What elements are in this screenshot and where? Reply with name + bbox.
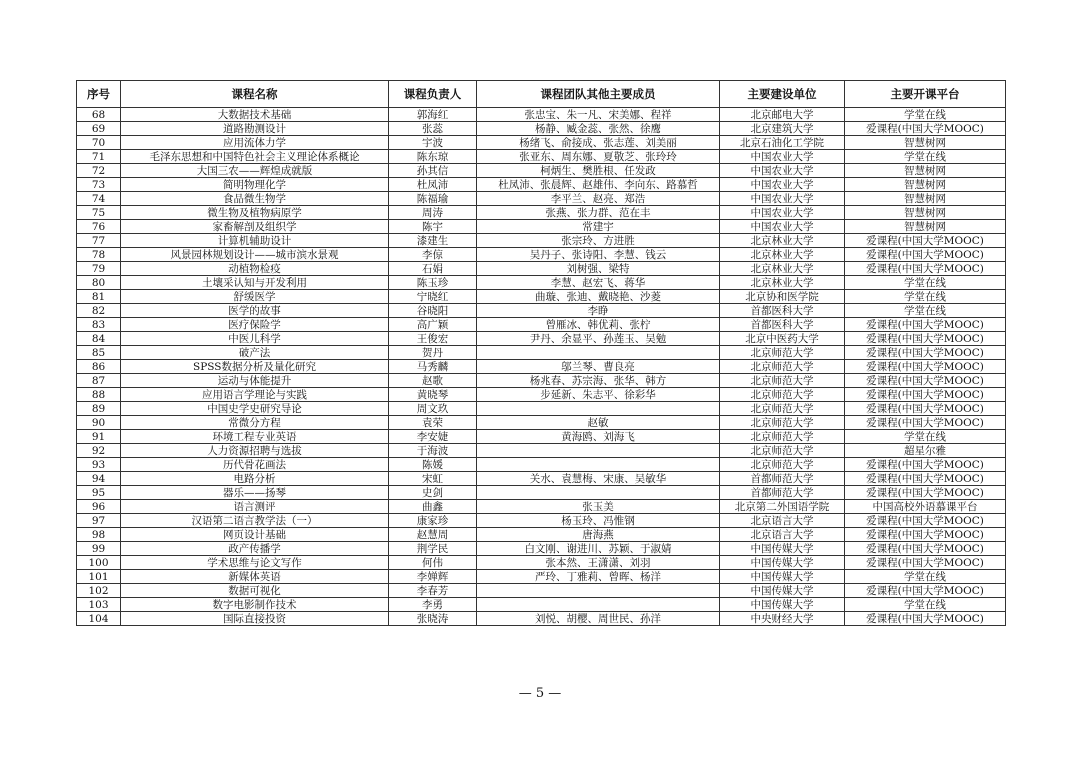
cell-platform: 学堂在线 [845, 304, 1006, 318]
cell-course-lead: 康家珍 [389, 514, 477, 528]
table-header-row [77, 81, 1006, 108]
table-row [77, 500, 1006, 514]
cell-institution: 中国农业大学 [720, 206, 845, 220]
cell-course-name: 数字电影制作技术 [121, 598, 389, 612]
cell-team-members: 常建宇 [477, 220, 720, 234]
cell-course-name: 网页设计基础 [121, 528, 389, 542]
cell-platform: 爱课程(中国大学MOOC) [845, 584, 1006, 598]
cell-platform: 爱课程(中国大学MOOC) [845, 402, 1006, 416]
cell-platform: 爱课程(中国大学MOOC) [845, 346, 1006, 360]
table-row [77, 598, 1006, 612]
cell-institution: 中国农业大学 [720, 178, 845, 192]
table-row [77, 402, 1006, 416]
cell-platform: 超星尔雅 [845, 444, 1006, 458]
cell-institution: 北京第二外国语学院 [720, 500, 845, 514]
cell-team-members [477, 598, 720, 612]
cell-platform: 学堂在线 [845, 598, 1006, 612]
table-row [77, 304, 1006, 318]
cell-institution: 中国传媒大学 [720, 584, 845, 598]
cell-institution: 首都师范大学 [720, 472, 845, 486]
cell-index: 101 [77, 570, 121, 584]
cell-index: 88 [77, 388, 121, 402]
cell-course-lead: 赵歌 [389, 374, 477, 388]
cell-course-lead: 宋虹 [389, 472, 477, 486]
cell-institution: 北京师范大学 [720, 444, 845, 458]
cell-index: 83 [77, 318, 121, 332]
cell-index: 87 [77, 374, 121, 388]
cell-platform: 爱课程(中国大学MOOC) [845, 262, 1006, 276]
cell-course-name: 道路勘测设计 [121, 122, 389, 136]
cell-course-name: 医疗保险学 [121, 318, 389, 332]
cell-team-members [477, 444, 720, 458]
cell-index: 103 [77, 598, 121, 612]
cell-course-name: 国际直接投资 [121, 612, 389, 626]
cell-team-members: 刘树强、梁特 [477, 262, 720, 276]
cell-index: 77 [77, 234, 121, 248]
cell-index: 98 [77, 528, 121, 542]
cell-course-lead: 谷晓阳 [389, 304, 477, 318]
cell-team-members: 李慧、赵宏飞、蒋华 [477, 276, 720, 290]
table-row [77, 164, 1006, 178]
table-row [77, 612, 1006, 626]
cell-course-lead: 史剑 [389, 486, 477, 500]
cell-institution: 北京林业大学 [720, 234, 845, 248]
cell-course-lead: 宇波 [389, 136, 477, 150]
cell-course-lead: 何伟 [389, 556, 477, 570]
cell-course-name: 数据可视化 [121, 584, 389, 598]
cell-institution: 中国传媒大学 [720, 556, 845, 570]
cell-institution: 北京师范大学 [720, 360, 845, 374]
cell-course-name: 中医儿科学 [121, 332, 389, 346]
cell-institution: 北京师范大学 [720, 402, 845, 416]
cell-course-name: 微生物及植物病原学 [121, 206, 389, 220]
cell-institution: 北京师范大学 [720, 416, 845, 430]
cell-index: 91 [77, 430, 121, 444]
cell-platform: 爱课程(中国大学MOOC) [845, 332, 1006, 346]
cell-team-members: 杨静、臧金蕊、张然、徐鹰 [477, 122, 720, 136]
cell-index: 96 [77, 500, 121, 514]
cell-platform: 智慧树网 [845, 164, 1006, 178]
table-row [77, 374, 1006, 388]
cell-index: 74 [77, 192, 121, 206]
cell-course-lead: 李勇 [389, 598, 477, 612]
cell-platform: 智慧树网 [845, 220, 1006, 234]
cell-platform: 爱课程(中国大学MOOC) [845, 318, 1006, 332]
cell-course-name: 常微分方程 [121, 416, 389, 430]
table-row [77, 234, 1006, 248]
table-body [77, 108, 1006, 626]
cell-team-members: 李睁 [477, 304, 720, 318]
cell-index: 99 [77, 542, 121, 556]
cell-course-lead: 黄晓琴 [389, 388, 477, 402]
cell-platform: 爱课程(中国大学MOOC) [845, 458, 1006, 472]
cell-platform: 爱课程(中国大学MOOC) [845, 360, 1006, 374]
cell-course-name: 政产传播学 [121, 542, 389, 556]
table-row [77, 262, 1006, 276]
cell-course-name: 环境工程专业英语 [121, 430, 389, 444]
header-course-lead: 课程负责人 [389, 81, 477, 108]
cell-course-lead: 于海波 [389, 444, 477, 458]
cell-index: 79 [77, 262, 121, 276]
cell-institution: 首都医科大学 [720, 318, 845, 332]
cell-institution: 北京协和医学院 [720, 290, 845, 304]
cell-team-members: 关水、袁慧梅、宋康、吴敏华 [477, 472, 720, 486]
cell-platform: 爱课程(中国大学MOOC) [845, 612, 1006, 626]
cell-team-members [477, 458, 720, 472]
cell-index: 69 [77, 122, 121, 136]
cell-platform: 爱课程(中国大学MOOC) [845, 556, 1006, 570]
cell-course-lead: 袁荣 [389, 416, 477, 430]
cell-course-lead: 李春芳 [389, 584, 477, 598]
cell-platform: 学堂在线 [845, 570, 1006, 584]
cell-index: 81 [77, 290, 121, 304]
cell-team-members: 刘悦、胡樱、周世民、孙洋 [477, 612, 720, 626]
table-row [77, 192, 1006, 206]
cell-platform: 爱课程(中国大学MOOC) [845, 122, 1006, 136]
table-row [77, 416, 1006, 430]
cell-team-members [477, 402, 720, 416]
cell-index: 84 [77, 332, 121, 346]
cell-institution: 北京语言大学 [720, 528, 845, 542]
cell-platform: 智慧树网 [845, 136, 1006, 150]
cell-team-members: 杨绪飞、俞接成、张志莲、刘美丽 [477, 136, 720, 150]
cell-team-members: 吴丹子、张诗阳、李慧、钱云 [477, 248, 720, 262]
table-row [77, 150, 1006, 164]
cell-index: 72 [77, 164, 121, 178]
cell-course-lead: 周涛 [389, 206, 477, 220]
cell-course-name: 电路分析 [121, 472, 389, 486]
cell-team-members [477, 584, 720, 598]
cell-team-members: 曲璇、张迪、戴晓艳、沙菱 [477, 290, 720, 304]
cell-course-name: 学术思维与论文写作 [121, 556, 389, 570]
cell-course-lead: 高广颖 [389, 318, 477, 332]
cell-course-name: 应用语言学理论与实践 [121, 388, 389, 402]
cell-institution: 北京邮电大学 [720, 108, 845, 122]
cell-platform: 爱课程(中国大学MOOC) [845, 514, 1006, 528]
cell-team-members: 白文刚、谢进川、苏颖、于淑婧 [477, 542, 720, 556]
cell-team-members [477, 486, 720, 500]
cell-course-lead: 赵慧周 [389, 528, 477, 542]
table-row [77, 290, 1006, 304]
cell-platform: 爱课程(中国大学MOOC) [845, 416, 1006, 430]
table-row [77, 570, 1006, 584]
header-platform: 主要开课平台 [845, 81, 1006, 108]
cell-index: 102 [77, 584, 121, 598]
cell-institution: 首都师范大学 [720, 486, 845, 500]
cell-institution: 中国农业大学 [720, 220, 845, 234]
cell-institution: 北京林业大学 [720, 248, 845, 262]
cell-course-name: SPSS数据分析及量化研究 [121, 360, 389, 374]
cell-course-lead: 孙其信 [389, 164, 477, 178]
cell-platform: 智慧树网 [845, 206, 1006, 220]
cell-course-name: 人力资源招聘与选拔 [121, 444, 389, 458]
cell-course-name: 器乐——扬琴 [121, 486, 389, 500]
cell-course-name: 大数据技术基础 [121, 108, 389, 122]
table-row [77, 486, 1006, 500]
cell-course-name: 计算机辅助设计 [121, 234, 389, 248]
table-row [77, 556, 1006, 570]
cell-index: 92 [77, 444, 121, 458]
cell-team-members: 曾雁冰、韩优莉、张柠 [477, 318, 720, 332]
cell-course-name: 大国三农——辉煌成就版 [121, 164, 389, 178]
cell-platform: 智慧树网 [845, 192, 1006, 206]
cell-institution: 首都医科大学 [720, 304, 845, 318]
cell-platform: 爱课程(中国大学MOOC) [845, 528, 1006, 542]
cell-course-lead: 陈宇 [389, 220, 477, 234]
cell-platform: 学堂在线 [845, 430, 1006, 444]
cell-course-lead: 陈东琼 [389, 150, 477, 164]
cell-index: 97 [77, 514, 121, 528]
cell-institution: 北京语言大学 [720, 514, 845, 528]
cell-course-name: 运动与体能提升 [121, 374, 389, 388]
cell-institution: 北京师范大学 [720, 346, 845, 360]
cell-team-members: 张宗玲、方进胜 [477, 234, 720, 248]
cell-team-members: 张亚东、周东娜、夏敬芝、张玲玲 [477, 150, 720, 164]
cell-course-name: 医学的故事 [121, 304, 389, 318]
cell-course-name: 风景园林规划设计——城市滨水景观 [121, 248, 389, 262]
cell-course-name: 历代骨花画法 [121, 458, 389, 472]
table-row [77, 444, 1006, 458]
cell-team-members [477, 346, 720, 360]
cell-institution: 北京林业大学 [720, 276, 845, 290]
cell-index: 73 [77, 178, 121, 192]
cell-index: 76 [77, 220, 121, 234]
table-row [77, 542, 1006, 556]
cell-course-lead: 陈福瑜 [389, 192, 477, 206]
table-row [77, 248, 1006, 262]
cell-index: 85 [77, 346, 121, 360]
cell-index: 104 [77, 612, 121, 626]
cell-institution: 北京师范大学 [720, 458, 845, 472]
cell-platform: 爱课程(中国大学MOOC) [845, 248, 1006, 262]
cell-institution: 中国传媒大学 [720, 598, 845, 612]
cell-platform: 学堂在线 [845, 276, 1006, 290]
cell-institution: 中国农业大学 [720, 150, 845, 164]
cell-index: 90 [77, 416, 121, 430]
cell-team-members: 李平兰、赵亮、郑浩 [477, 192, 720, 206]
course-table [76, 80, 1006, 626]
cell-team-members: 张本然、王潇潇、刘羽 [477, 556, 720, 570]
cell-course-lead: 石娟 [389, 262, 477, 276]
cell-index: 80 [77, 276, 121, 290]
cell-platform: 学堂在线 [845, 150, 1006, 164]
cell-platform: 爱课程(中国大学MOOC) [845, 542, 1006, 556]
cell-team-members: 严玲、丁雅莉、曾晖、杨洋 [477, 570, 720, 584]
cell-platform: 爱课程(中国大学MOOC) [845, 472, 1006, 486]
cell-course-lead: 杜凤沛 [389, 178, 477, 192]
table-row [77, 136, 1006, 150]
cell-course-lead: 李婵辉 [389, 570, 477, 584]
cell-course-lead: 王俊宏 [389, 332, 477, 346]
cell-platform: 爱课程(中国大学MOOC) [845, 234, 1006, 248]
cell-platform: 中国高校外语慕课平台 [845, 500, 1006, 514]
table-row [77, 360, 1006, 374]
cell-index: 70 [77, 136, 121, 150]
table-row [77, 206, 1006, 220]
cell-team-members: 杜凤沛、张晨辉、赵雄伟、李向东、路慕哲 [477, 178, 720, 192]
cell-team-members: 张玉美 [477, 500, 720, 514]
cell-institution: 中国传媒大学 [720, 542, 845, 556]
cell-index: 68 [77, 108, 121, 122]
table-row [77, 472, 1006, 486]
table-row [77, 122, 1006, 136]
table-row [77, 430, 1006, 444]
cell-index: 75 [77, 206, 121, 220]
page-number: — 5 — [518, 686, 562, 701]
cell-course-lead: 漆建生 [389, 234, 477, 248]
cell-team-members: 唐海燕 [477, 528, 720, 542]
cell-course-lead: 荆学民 [389, 542, 477, 556]
table-row [77, 514, 1006, 528]
header-team-members: 课程团队其他主要成员 [477, 81, 720, 108]
cell-index: 93 [77, 458, 121, 472]
cell-course-name: 家畜解剖及组织学 [121, 220, 389, 234]
cell-institution: 北京中医药大学 [720, 332, 845, 346]
cell-course-lead: 郭海红 [389, 108, 477, 122]
cell-platform: 爱课程(中国大学MOOC) [845, 486, 1006, 500]
cell-institution: 北京石油化工学院 [720, 136, 845, 150]
cell-course-name: 语言测评 [121, 500, 389, 514]
cell-team-members: 尹丹、余显平、孙莲玉、吴勉 [477, 332, 720, 346]
header-index: 序号 [77, 81, 121, 108]
cell-course-name: 中国史学史研究导论 [121, 402, 389, 416]
cell-index: 86 [77, 360, 121, 374]
cell-institution: 中国传媒大学 [720, 570, 845, 584]
cell-index: 100 [77, 556, 121, 570]
table-row [77, 346, 1006, 360]
cell-course-name: 应用流体力学 [121, 136, 389, 150]
table-row [77, 276, 1006, 290]
table-row [77, 108, 1006, 122]
cell-platform: 爱课程(中国大学MOOC) [845, 388, 1006, 402]
cell-team-members: 步延新、朱志平、徐彩华 [477, 388, 720, 402]
cell-course-name: 土壤采认知与开发利用 [121, 276, 389, 290]
table-row [77, 458, 1006, 472]
header-institution: 主要建设单位 [720, 81, 845, 108]
cell-index: 71 [77, 150, 121, 164]
cell-course-lead: 宁晓红 [389, 290, 477, 304]
cell-course-lead: 陈媛 [389, 458, 477, 472]
cell-course-lead: 李倞 [389, 248, 477, 262]
cell-platform: 学堂在线 [845, 108, 1006, 122]
table-row [77, 528, 1006, 542]
cell-course-lead: 贺丹 [389, 346, 477, 360]
cell-institution: 北京师范大学 [720, 388, 845, 402]
cell-platform: 爱课程(中国大学MOOC) [845, 374, 1006, 388]
cell-course-name: 破产法 [121, 346, 389, 360]
cell-institution: 北京师范大学 [720, 430, 845, 444]
cell-index: 89 [77, 402, 121, 416]
cell-course-name: 食品微生物学 [121, 192, 389, 206]
table-row [77, 584, 1006, 598]
cell-team-members: 邬兰琴、曹良亮 [477, 360, 720, 374]
cell-index: 78 [77, 248, 121, 262]
table-row [77, 178, 1006, 192]
cell-index: 94 [77, 472, 121, 486]
cell-team-members: 黄海鸥、刘海飞 [477, 430, 720, 444]
cell-institution: 中国农业大学 [720, 192, 845, 206]
cell-institution: 中国农业大学 [720, 164, 845, 178]
cell-index: 95 [77, 486, 121, 500]
cell-course-name: 毛泽东思想和中国特色社会主义理论体系概论 [121, 150, 389, 164]
cell-platform: 智慧树网 [845, 178, 1006, 192]
cell-course-name: 汉语第二语言教学法（一） [121, 514, 389, 528]
cell-course-name: 新媒体英语 [121, 570, 389, 584]
header-course-name: 课程名称 [121, 81, 389, 108]
cell-course-lead: 陈玉珍 [389, 276, 477, 290]
cell-institution: 北京师范大学 [720, 374, 845, 388]
cell-institution: 中央财经大学 [720, 612, 845, 626]
cell-team-members: 张忠宝、朱一凡、宋美娜、程祥 [477, 108, 720, 122]
cell-course-name: 简明物理化学 [121, 178, 389, 192]
table-row [77, 388, 1006, 402]
cell-institution: 北京林业大学 [720, 262, 845, 276]
cell-team-members: 杨玉玲、冯惟钢 [477, 514, 720, 528]
cell-course-name: 舒缓医学 [121, 290, 389, 304]
cell-course-lead: 马秀麟 [389, 360, 477, 374]
cell-platform: 学堂在线 [845, 290, 1006, 304]
cell-index: 82 [77, 304, 121, 318]
table-row [77, 318, 1006, 332]
cell-course-lead: 李安婕 [389, 430, 477, 444]
table-row [77, 332, 1006, 346]
cell-course-lead: 张蕊 [389, 122, 477, 136]
cell-team-members: 张燕、张力群、范在丰 [477, 206, 720, 220]
cell-team-members: 赵敏 [477, 416, 720, 430]
cell-institution: 北京建筑大学 [720, 122, 845, 136]
cell-course-lead: 张晓涛 [389, 612, 477, 626]
cell-course-lead: 周文玖 [389, 402, 477, 416]
cell-team-members: 杨兆春、苏宗海、张华、韩方 [477, 374, 720, 388]
cell-course-name: 动植物检疫 [121, 262, 389, 276]
cell-course-lead: 曲鑫 [389, 500, 477, 514]
cell-team-members: 柯炳生、樊胜根、任发政 [477, 164, 720, 178]
table-row [77, 220, 1006, 234]
